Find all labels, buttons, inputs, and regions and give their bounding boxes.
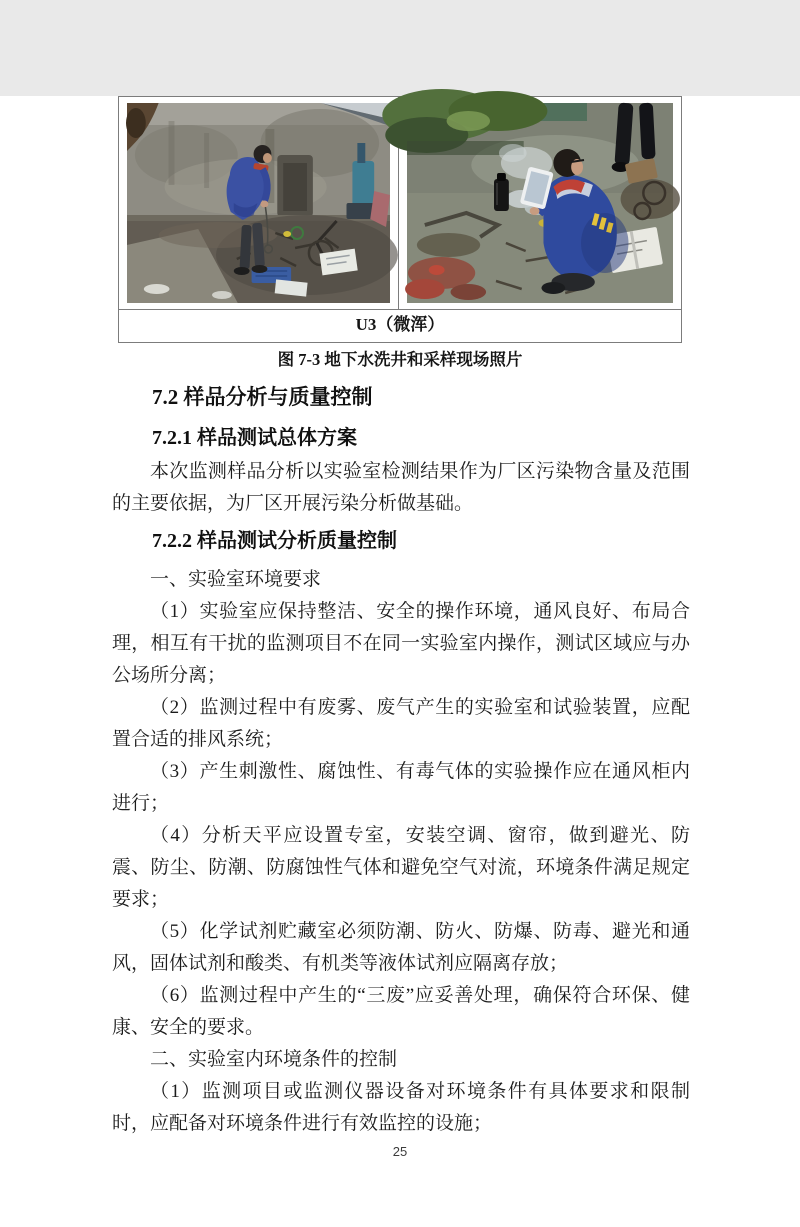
section-heading-7-2-1: 7.2.1 样品测试总体方案 — [152, 427, 357, 449]
list-item-lab-env-5: （5）化学试剂贮藏室必须防潮、防火、防爆、防毒、避光和通风，固体试剂和酸类、有机类等液体试剂应隔离存放； — [112, 921, 690, 974]
list-item-lab-env-4: （4）分析天平应设置专室，安装空调、窗帘，做到避光、防震、防尘、防潮、防腐蚀性气体和避免空气对流，环境条件满足规定要求； — [112, 825, 690, 910]
list-item-lab-env-1: （1）实验室应保持整洁、安全的操作环境，通风良好、布局合理，相互有干扰的监测项目不在同一实验室内操作，测试区域应与办公场所分离； — [112, 601, 690, 686]
photo-cell-left — [119, 97, 399, 309]
document-body — [112, 383, 690, 1140]
photo-table-caption: U3（微浑） — [119, 309, 681, 342]
section-heading-7-2-2: 7.2.2 样品测试分析质量控制 — [152, 530, 397, 552]
photo-sampling — [407, 103, 673, 303]
list-title-lab-indoor-control: 二、实验室内环境条件的控制 — [150, 1049, 398, 1070]
photo-cell-right — [399, 97, 681, 309]
document-page — [0, 96, 800, 1227]
list-item-lab-env-3: （3）产生刺激性、腐蚀性、有毒气体的实验操作应在通风柜内进行； — [112, 761, 690, 814]
page-number: 25 — [392, 1144, 408, 1159]
paragraph-sample-test-plan: 本次监测样品分析以实验室检测结果作为厂区污染物含量及范围的主要依据，为厂区开展污染分析做基础。 — [112, 461, 690, 514]
list-item-lab-env-6: （6）监测过程中产生的“三废”应妥善处理，确保符合环保、健康、安全的要求。 — [112, 985, 690, 1038]
section-heading-7-2: 7.2 样品分析与质量控制 — [152, 385, 373, 409]
list-item-lab-env-2: （2）监测过程中有废雾、废气产生的实验室和试验装置，应配置合适的排风系统； — [112, 697, 690, 750]
list-title-lab-environment: 一、实验室环境要求 — [150, 569, 322, 590]
photo-well-purging — [127, 103, 390, 303]
photo-table — [118, 96, 682, 343]
figure-caption: 图 7-3 地下水洗井和采样现场照片 — [277, 350, 523, 369]
list-item-indoor-1: （1）监测项目或监测仪器设备对环境条件有具体要求和限制时，应配备对环境条件进行有效监控的设施； — [112, 1081, 690, 1134]
photo-row — [119, 97, 681, 309]
